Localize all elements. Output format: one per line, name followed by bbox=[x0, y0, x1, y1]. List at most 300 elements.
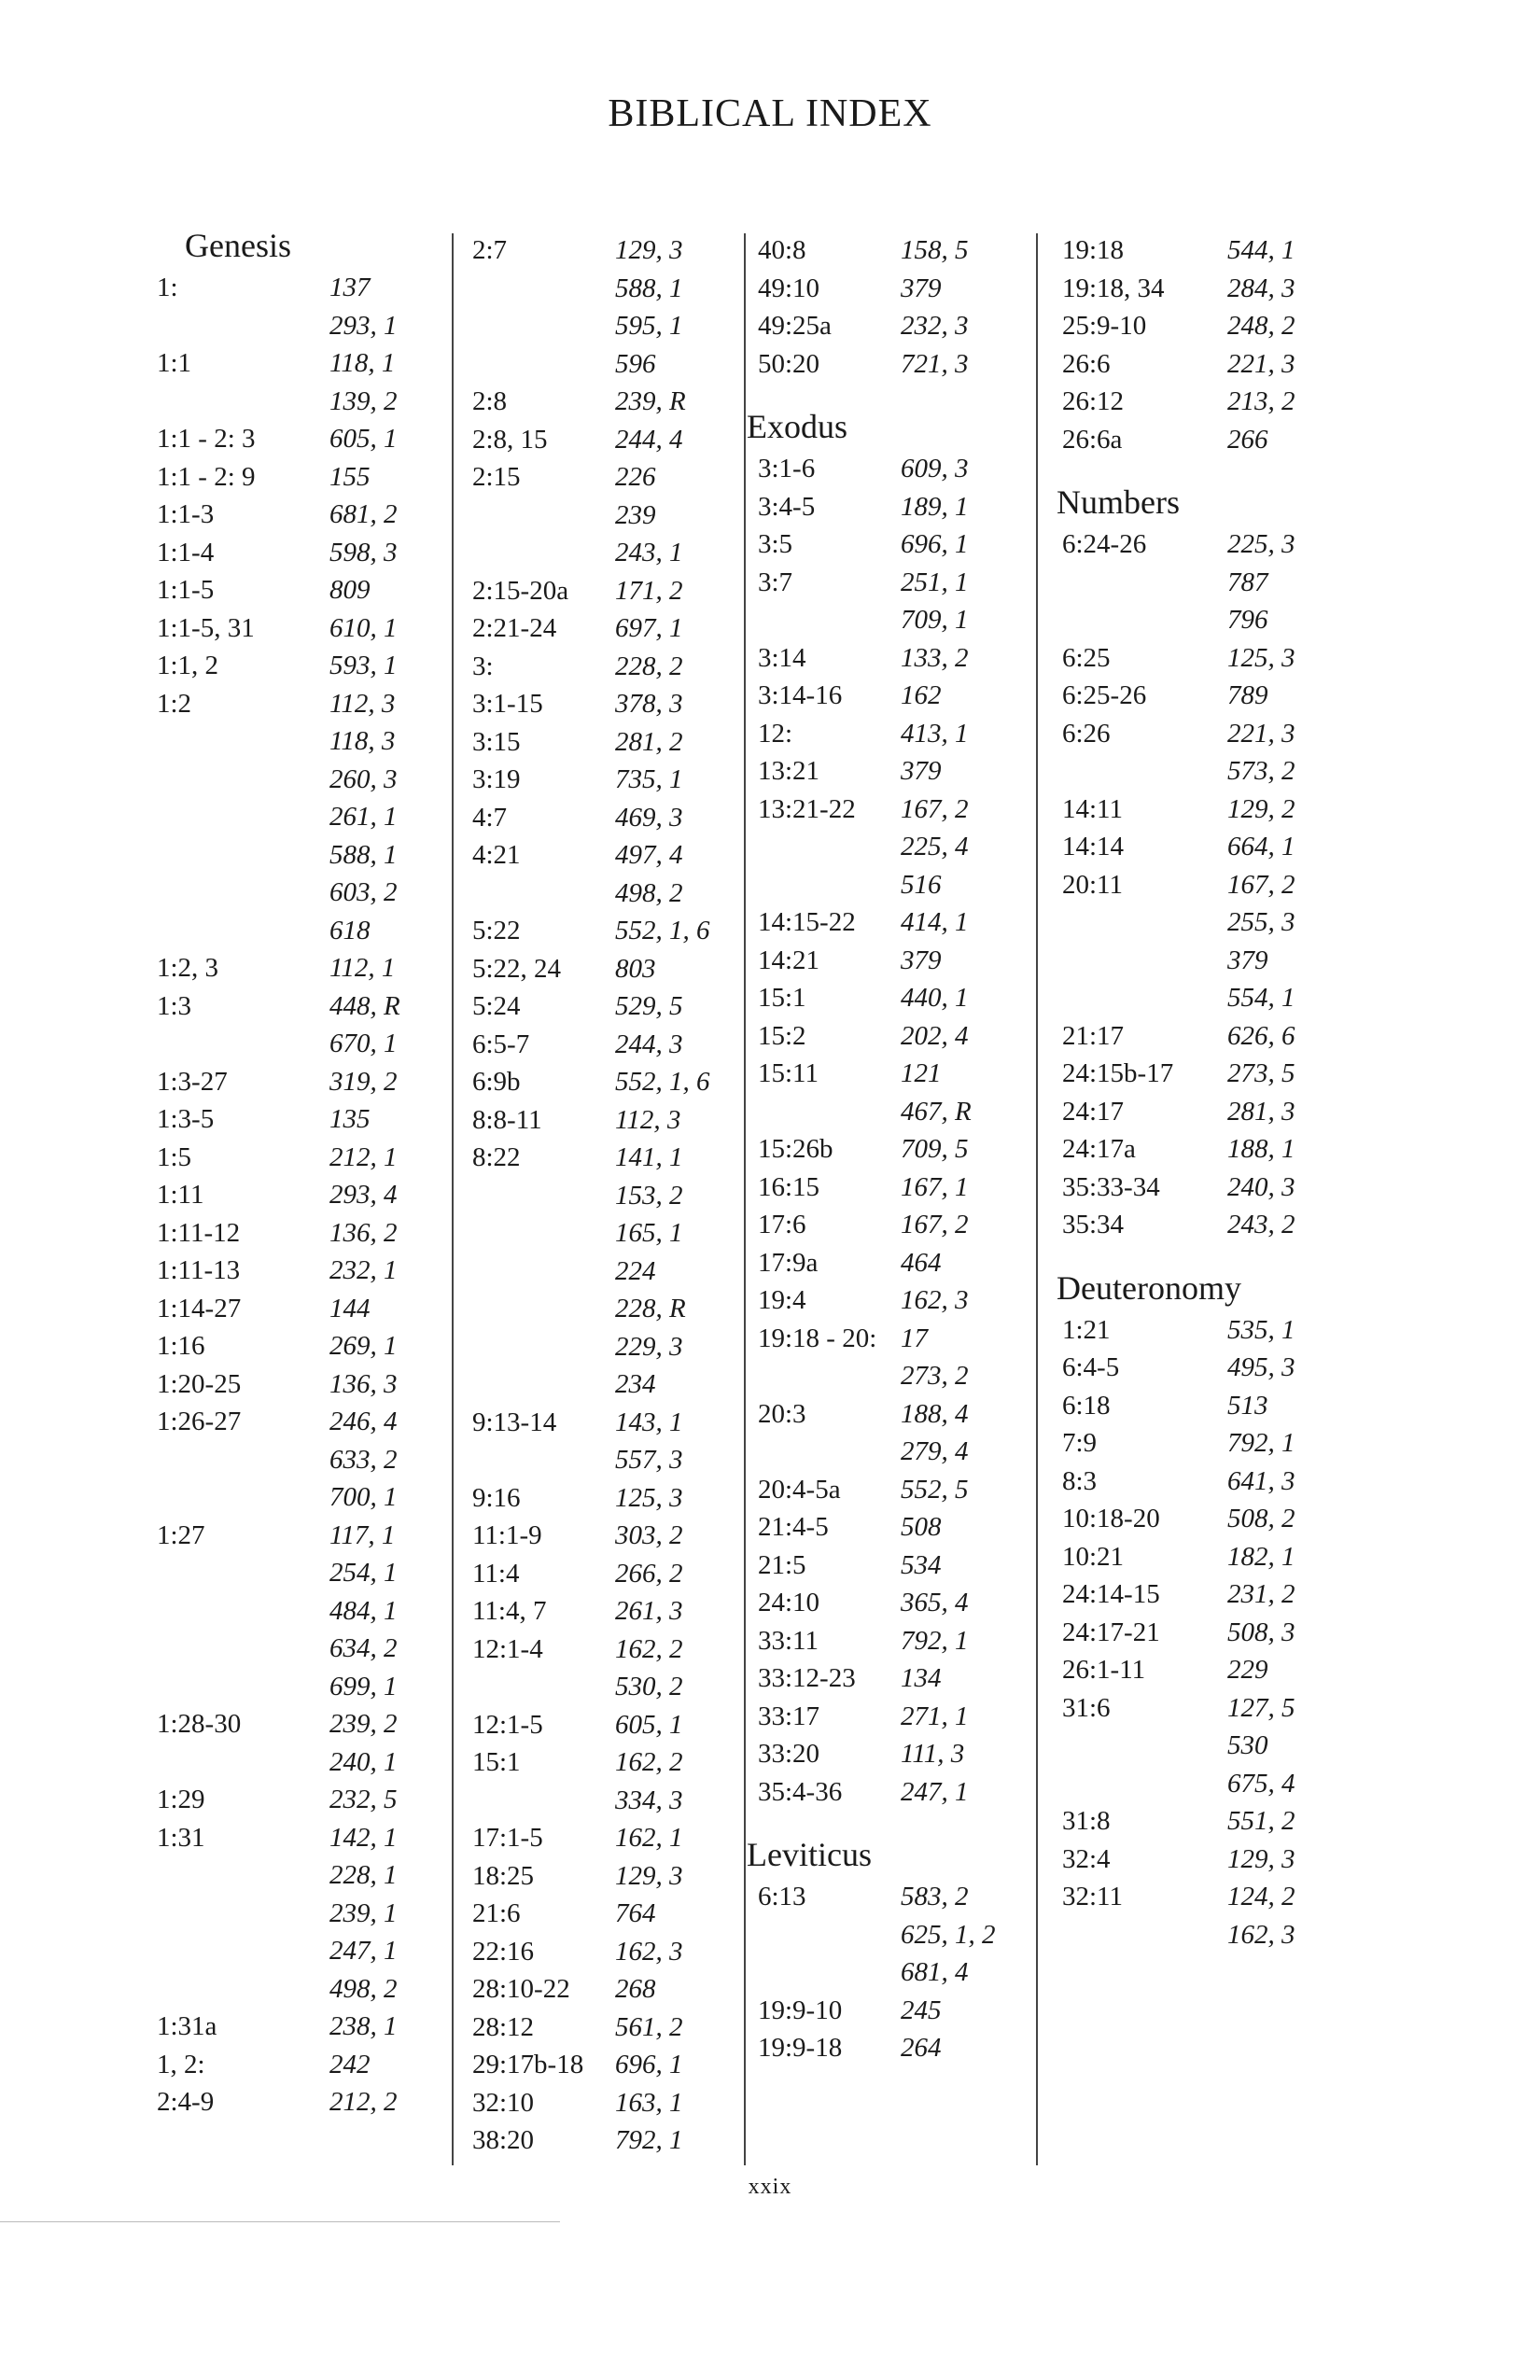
verse-reference: 1:11-12 bbox=[157, 1217, 241, 1248]
index-entry bbox=[747, 752, 1027, 791]
hymn-number: 809 bbox=[329, 575, 371, 605]
verse-reference: 3:14 bbox=[758, 642, 806, 673]
hymn-number: 293, 1 bbox=[329, 310, 398, 341]
verse-reference: 40:8 bbox=[758, 235, 806, 265]
index-entry bbox=[452, 1743, 732, 1782]
verse-reference: 8:22 bbox=[472, 1142, 521, 1172]
index-entry bbox=[452, 421, 732, 459]
verse-reference: 2:15 bbox=[472, 462, 521, 492]
index-entry bbox=[1045, 639, 1325, 678]
hymn-number: 700, 1 bbox=[329, 1482, 398, 1512]
hymn-number: 551, 2 bbox=[1227, 1806, 1295, 1836]
index-entry bbox=[747, 1953, 1027, 1992]
index-entry bbox=[747, 307, 1027, 345]
index-entry bbox=[157, 420, 437, 458]
index-entry bbox=[747, 866, 1027, 904]
index-entry bbox=[747, 942, 1027, 980]
verse-reference: 3:1-15 bbox=[472, 689, 543, 719]
index-entry bbox=[157, 1970, 437, 2009]
page-number: xxix bbox=[748, 2175, 792, 2199]
hymn-number: 127, 5 bbox=[1227, 1692, 1295, 1723]
hymn-number: 261, 1 bbox=[329, 802, 398, 832]
index-entry bbox=[452, 1365, 732, 1404]
index-entry bbox=[452, 1101, 732, 1140]
index-entry bbox=[1045, 270, 1325, 308]
verse-reference: 49:10 bbox=[758, 273, 820, 303]
hymn-number: 226 bbox=[615, 462, 656, 492]
index-entry bbox=[157, 496, 437, 534]
hymn-number: 162, 3 bbox=[901, 1285, 969, 1315]
index-entry bbox=[452, 1895, 732, 1933]
hymn-number: 573, 2 bbox=[1227, 756, 1295, 786]
index-entry bbox=[747, 1878, 1027, 1916]
index-entry bbox=[157, 1781, 437, 1819]
hymn-number: 240, 3 bbox=[1227, 1171, 1295, 1202]
index-entry bbox=[747, 345, 1027, 384]
verse-reference: 49:25a bbox=[758, 311, 832, 341]
hymn-number: 670, 1 bbox=[329, 1029, 398, 1058]
index-entry bbox=[157, 1478, 437, 1517]
verse-reference: 14:14 bbox=[1062, 832, 1125, 861]
index-entry bbox=[1045, 1206, 1325, 1244]
index-entry bbox=[157, 609, 437, 648]
verse-reference: 1:3 bbox=[157, 990, 192, 1021]
hymn-number: 228, 1 bbox=[329, 1860, 398, 1890]
verse-reference: 1:3-5 bbox=[157, 1104, 215, 1134]
index-entry bbox=[1045, 231, 1325, 270]
index-entry bbox=[1045, 1169, 1325, 1207]
page-title: BIBLICAL INDEX bbox=[608, 92, 932, 135]
index-entry bbox=[747, 1622, 1027, 1660]
index-entry bbox=[747, 2029, 1027, 2067]
hymn-number: 583, 2 bbox=[901, 1882, 969, 1911]
index-entry bbox=[452, 1214, 732, 1253]
index-entry bbox=[747, 1320, 1027, 1358]
hymn-number: 792, 1 bbox=[901, 1625, 969, 1656]
verse-reference: 1:1, 2 bbox=[157, 651, 219, 680]
verse-reference: 1:1 - 2: 9 bbox=[157, 461, 256, 492]
hymn-number: 610, 1 bbox=[329, 612, 398, 643]
verse-reference: 2:8 bbox=[472, 386, 508, 416]
verse-reference: 19:18 - 20: bbox=[758, 1323, 877, 1353]
verse-reference: 6:4-5 bbox=[1062, 1352, 1120, 1382]
index-entry bbox=[1045, 1349, 1325, 1387]
hymn-number: 697, 1 bbox=[615, 613, 683, 643]
index-entry bbox=[1045, 307, 1325, 345]
verse-reference: 14:11 bbox=[1062, 793, 1123, 824]
verse-reference: 29:17b-18 bbox=[472, 2050, 584, 2079]
index-entry bbox=[452, 1290, 732, 1328]
hymn-number: 247, 1 bbox=[901, 1776, 969, 1807]
index-entry bbox=[157, 1592, 437, 1631]
index-entry bbox=[1045, 1130, 1325, 1169]
hymn-number: 271, 1 bbox=[901, 1701, 969, 1731]
index-entry bbox=[747, 1584, 1027, 1622]
hymn-number: 596 bbox=[615, 348, 656, 379]
hymn-number: 709, 1 bbox=[901, 605, 969, 635]
index-entry bbox=[452, 1328, 732, 1366]
hymn-number: 142, 1 bbox=[329, 1822, 398, 1853]
index-entry bbox=[1045, 979, 1325, 1017]
hymn-number: 593, 1 bbox=[329, 651, 398, 680]
hymn-number: 681, 4 bbox=[901, 1957, 969, 1987]
index-entry bbox=[157, 269, 437, 307]
hymn-number: 530, 2 bbox=[615, 1672, 683, 1701]
verse-reference: 21:4-5 bbox=[758, 1512, 829, 1542]
hymn-number: 163, 1 bbox=[615, 2087, 683, 2118]
index-entry bbox=[157, 1176, 437, 1214]
hymn-number: 248, 2 bbox=[1227, 311, 1295, 341]
verse-reference: 28:10-22 bbox=[472, 1974, 570, 2004]
hymn-number: 188, 1 bbox=[1227, 1134, 1295, 1164]
hymn-number: 125, 3 bbox=[1227, 642, 1295, 673]
index-entry bbox=[157, 1403, 437, 1441]
index-entry bbox=[747, 1773, 1027, 1812]
verse-reference: 8:3 bbox=[1062, 1465, 1098, 1496]
index-entry bbox=[157, 344, 437, 383]
index-entry bbox=[747, 1735, 1027, 1773]
index-entry bbox=[452, 231, 732, 270]
index-column-2 bbox=[452, 231, 732, 2160]
index-entry bbox=[747, 1169, 1027, 1207]
hymn-number: 133, 2 bbox=[901, 642, 969, 673]
section-gap bbox=[1045, 458, 1325, 479]
index-entry bbox=[747, 903, 1027, 942]
verse-reference: 2:8, 15 bbox=[472, 424, 548, 455]
verse-reference: 20:11 bbox=[1062, 869, 1123, 900]
hymn-number: 448, R bbox=[329, 990, 400, 1021]
hymn-number: 513 bbox=[1227, 1390, 1268, 1421]
hymn-number: 414, 1 bbox=[901, 907, 969, 937]
hymn-number: 112, 3 bbox=[329, 688, 396, 719]
hymn-number: 143, 1 bbox=[615, 1407, 683, 1437]
index-entry bbox=[1045, 1727, 1325, 1765]
section-gap bbox=[1045, 1244, 1325, 1265]
hymn-number: 266 bbox=[1227, 424, 1268, 455]
hymn-number: 279, 4 bbox=[901, 1436, 969, 1466]
index-entry bbox=[747, 715, 1027, 753]
hymn-number: 245 bbox=[901, 1995, 942, 2025]
verse-reference: 1:26-27 bbox=[157, 1407, 242, 1436]
hymn-number: 603, 2 bbox=[329, 877, 398, 907]
hymn-number: 212, 1 bbox=[329, 1141, 398, 1172]
hymn-number: 498, 2 bbox=[329, 1973, 398, 2004]
hymn-number: 561, 2 bbox=[615, 2011, 683, 2042]
verse-reference: 24:17a bbox=[1062, 1134, 1136, 1164]
index-entry bbox=[157, 307, 437, 345]
book-heading: Numbers bbox=[1057, 483, 1180, 521]
index-entry bbox=[157, 1025, 437, 1063]
verse-reference: 21:6 bbox=[472, 1898, 521, 1928]
book-heading: Leviticus bbox=[747, 1836, 872, 1873]
verse-reference: 32:11 bbox=[1062, 1882, 1123, 1911]
index-entry bbox=[157, 1327, 437, 1365]
hymn-number: 238, 1 bbox=[329, 2011, 398, 2041]
hymn-number: 129, 3 bbox=[615, 235, 683, 265]
index-entry bbox=[747, 270, 1027, 308]
verse-reference: 2:7 bbox=[472, 235, 508, 265]
index-entry bbox=[157, 1063, 437, 1101]
index-entry bbox=[747, 488, 1027, 526]
hymn-number: 588, 1 bbox=[329, 839, 398, 870]
index-entry bbox=[747, 525, 1027, 564]
index-entry bbox=[747, 1206, 1027, 1244]
verse-reference: 31:6 bbox=[1062, 1692, 1111, 1723]
verse-reference: 5:24 bbox=[472, 991, 521, 1021]
verse-reference: 33:12-23 bbox=[758, 1663, 856, 1693]
hymn-number: 626, 6 bbox=[1227, 1020, 1295, 1051]
hymn-number: 764 bbox=[615, 1898, 656, 1928]
hymn-number: 239, 2 bbox=[329, 1709, 398, 1739]
hymn-number: 17 bbox=[901, 1323, 928, 1353]
verse-reference: 1:2, 3 bbox=[157, 953, 219, 983]
hymn-number: 247, 1 bbox=[329, 1936, 398, 1966]
hymn-number: 467, R bbox=[901, 1096, 972, 1127]
index-entry bbox=[157, 1252, 437, 1290]
index-entry bbox=[452, 307, 732, 345]
verse-reference: 6:13 bbox=[758, 1882, 806, 1911]
verse-reference: 1:21 bbox=[1062, 1314, 1111, 1345]
index-entry bbox=[452, 1479, 732, 1518]
index-entry bbox=[747, 1698, 1027, 1736]
hymn-number: 544, 1 bbox=[1227, 235, 1295, 265]
verse-reference: 1:2 bbox=[157, 688, 192, 719]
index-entry bbox=[452, 1404, 732, 1442]
index-entry bbox=[747, 828, 1027, 866]
index-entry bbox=[452, 2084, 732, 2122]
verse-reference: 1:1-4 bbox=[157, 537, 215, 567]
verse-reference: 6:18 bbox=[1062, 1390, 1111, 1421]
hymn-number: 641, 3 bbox=[1227, 1465, 1295, 1496]
index-entry bbox=[747, 1471, 1027, 1509]
verse-reference: 15:26b bbox=[758, 1134, 833, 1164]
verse-reference: 19:18 bbox=[1062, 235, 1125, 265]
index-entry bbox=[452, 1668, 732, 1706]
hymn-number: 242 bbox=[329, 2049, 371, 2079]
hymn-number: 162, 2 bbox=[615, 1747, 683, 1777]
verse-reference: 1:14-27 bbox=[157, 1293, 242, 1323]
hymn-number: 112, 1 bbox=[329, 953, 396, 983]
hymn-number: 699, 1 bbox=[329, 1671, 398, 1701]
index-entry bbox=[452, 1970, 732, 2009]
hymn-number: 260, 3 bbox=[329, 763, 398, 794]
index-entry bbox=[1045, 1841, 1325, 1879]
verse-reference: 35:33-34 bbox=[1062, 1171, 1160, 1202]
hymn-number: 228, R bbox=[615, 1294, 686, 1323]
hymn-number: 254, 1 bbox=[329, 1558, 398, 1588]
verse-reference: 1:27 bbox=[157, 1519, 205, 1550]
hymn-number: 221, 3 bbox=[1227, 718, 1295, 749]
verse-reference: 21:5 bbox=[758, 1549, 806, 1580]
verse-reference: 24:14-15 bbox=[1062, 1579, 1160, 1609]
verse-reference: 5:22 bbox=[472, 916, 521, 945]
verse-reference: 26:6a bbox=[1062, 424, 1123, 455]
index-entry bbox=[747, 1992, 1027, 2030]
hymn-number: 552, 5 bbox=[901, 1474, 969, 1505]
verse-reference: 17:1-5 bbox=[472, 1823, 543, 1853]
index-entry bbox=[157, 761, 437, 799]
index-entry bbox=[452, 345, 732, 384]
index-entry bbox=[452, 685, 732, 723]
verse-reference: 3:4-5 bbox=[758, 491, 816, 522]
hymn-number: 162, 3 bbox=[615, 1936, 683, 1967]
hymn-number: 167, 2 bbox=[901, 1210, 969, 1239]
verse-reference: 6:24-26 bbox=[1062, 529, 1147, 559]
index-entry bbox=[1045, 866, 1325, 904]
verse-reference: 4:21 bbox=[472, 840, 521, 870]
hymn-number: 534 bbox=[901, 1549, 942, 1580]
verse-reference: 18:25 bbox=[472, 1860, 535, 1891]
verse-reference: 11:4, 7 bbox=[472, 1596, 547, 1626]
hymn-number: 508 bbox=[901, 1512, 942, 1542]
index-entry bbox=[157, 1365, 437, 1404]
hymn-number: 303, 2 bbox=[615, 1520, 683, 1550]
verse-reference: 3:19 bbox=[472, 764, 521, 794]
hymn-number: 588, 1 bbox=[615, 273, 683, 303]
hymn-number: 162, 1 bbox=[615, 1823, 683, 1853]
verse-reference: 10:21 bbox=[1062, 1541, 1125, 1572]
index-entry bbox=[1045, 1575, 1325, 1614]
index-entry bbox=[747, 979, 1027, 1017]
hymn-number: 124, 2 bbox=[1227, 1882, 1295, 1911]
hymn-number: 379 bbox=[901, 756, 942, 786]
hymn-number: 266, 2 bbox=[615, 1558, 683, 1589]
verse-reference: 3:15 bbox=[472, 726, 521, 757]
verse-reference: 33:11 bbox=[758, 1625, 819, 1656]
index-entry bbox=[747, 1017, 1027, 1056]
footer-rule bbox=[0, 2221, 560, 2222]
hymn-number: 379 bbox=[901, 945, 942, 975]
verse-reference: 3:14-16 bbox=[758, 680, 843, 710]
hymn-number: 129, 2 bbox=[1227, 793, 1295, 824]
hymn-number: 251, 1 bbox=[901, 567, 969, 597]
hymn-number: 789 bbox=[1227, 680, 1268, 710]
verse-reference: 6:5-7 bbox=[472, 1029, 530, 1059]
hymn-number: 378, 3 bbox=[615, 689, 683, 719]
index-entry bbox=[452, 534, 732, 572]
hymn-number: 273, 5 bbox=[1227, 1058, 1295, 1088]
hymn-number: 792, 1 bbox=[615, 2125, 683, 2155]
hymn-number: 605, 1 bbox=[615, 1709, 683, 1740]
index-entry bbox=[1045, 903, 1325, 942]
index-entry bbox=[747, 231, 1027, 270]
hymn-number: 268 bbox=[615, 1974, 656, 2004]
verse-reference: 12: bbox=[758, 718, 793, 749]
verse-reference: 5:22, 24 bbox=[472, 953, 562, 984]
index-entry bbox=[452, 1592, 732, 1631]
index-entry bbox=[157, 2083, 437, 2121]
index-column-1 bbox=[157, 222, 437, 2121]
hymn-number: 153, 2 bbox=[615, 1180, 683, 1211]
index-entry bbox=[452, 1177, 732, 1215]
hymn-number: 605, 1 bbox=[329, 424, 398, 454]
index-entry bbox=[1045, 791, 1325, 829]
hymn-number: 413, 1 bbox=[901, 718, 969, 749]
index-entry bbox=[157, 383, 437, 421]
index-column-3 bbox=[747, 231, 1027, 2067]
index-entry bbox=[157, 1932, 437, 1970]
index-entry bbox=[157, 1668, 437, 1706]
hymn-number: 228, 2 bbox=[615, 651, 683, 681]
hymn-number: 469, 3 bbox=[615, 802, 683, 833]
verse-reference: 35:34 bbox=[1062, 1210, 1125, 1239]
index-entry bbox=[747, 639, 1027, 678]
verse-reference: 1:1-5, 31 bbox=[157, 612, 255, 643]
index-entry bbox=[452, 383, 732, 421]
verse-reference: 31:8 bbox=[1062, 1806, 1111, 1836]
hymn-number: 225, 4 bbox=[901, 832, 969, 861]
index-entry bbox=[157, 874, 437, 912]
hymn-number: 281, 2 bbox=[615, 726, 683, 757]
book-heading: Genesis bbox=[185, 227, 291, 264]
index-entry bbox=[1045, 1614, 1325, 1652]
hymn-number: 440, 1 bbox=[901, 983, 969, 1013]
verse-reference: 2:21-24 bbox=[472, 613, 557, 643]
hymn-number: 319, 2 bbox=[329, 1066, 398, 1097]
index-entry bbox=[747, 791, 1027, 829]
verse-reference: 24:10 bbox=[758, 1588, 820, 1617]
index-entry bbox=[1045, 421, 1325, 459]
hymn-number: 675, 4 bbox=[1227, 1768, 1295, 1799]
hymn-number: 598, 3 bbox=[329, 537, 398, 567]
index-entry bbox=[157, 2008, 437, 2046]
hymn-number: 792, 1 bbox=[1227, 1428, 1295, 1458]
hymn-number: 136, 3 bbox=[329, 1368, 398, 1399]
verse-reference: 24:17-21 bbox=[1062, 1617, 1160, 1647]
verse-reference: 1:31a bbox=[157, 2011, 217, 2041]
verse-reference: 35:4-36 bbox=[758, 1776, 843, 1807]
index-entry bbox=[1045, 601, 1325, 639]
hymn-number: 552, 1, 6 bbox=[615, 916, 710, 945]
hymn-number: 231, 2 bbox=[1227, 1579, 1295, 1609]
index-entry bbox=[452, 1441, 732, 1479]
hymn-number: 696, 1 bbox=[901, 529, 969, 559]
index-entry bbox=[452, 270, 732, 308]
index-entry bbox=[452, 1555, 732, 1593]
verse-reference: 10:18-20 bbox=[1062, 1504, 1160, 1533]
hymn-number: 229 bbox=[1227, 1655, 1268, 1685]
hymn-number: 240, 1 bbox=[329, 1746, 398, 1777]
verse-reference: 2:15-20a bbox=[472, 575, 569, 606]
hymn-number: 625, 1, 2 bbox=[901, 1919, 996, 1950]
hymn-number: 618 bbox=[329, 915, 371, 945]
hymn-number: 221, 3 bbox=[1227, 348, 1295, 379]
index-entry bbox=[1045, 1093, 1325, 1131]
verse-reference: 25:9-10 bbox=[1062, 311, 1147, 341]
index-entry bbox=[452, 1933, 732, 1971]
hymn-number: 255, 3 bbox=[1227, 907, 1295, 937]
hymn-number: 136, 2 bbox=[329, 1217, 398, 1248]
hymn-number: 135 bbox=[329, 1104, 371, 1134]
index-entry bbox=[747, 1130, 1027, 1169]
index-entry bbox=[1045, 1500, 1325, 1538]
hymn-number: 243, 2 bbox=[1227, 1210, 1295, 1239]
hymn-number: 167, 1 bbox=[901, 1171, 969, 1202]
index-entry bbox=[452, 799, 732, 837]
book-heading: Exodus bbox=[747, 408, 847, 445]
hymn-number: 232, 3 bbox=[901, 311, 969, 341]
index-entry bbox=[1045, 1802, 1325, 1841]
hymn-number: 269, 1 bbox=[329, 1331, 398, 1361]
hymn-number: 232, 1 bbox=[329, 1255, 398, 1285]
hymn-number: 281, 3 bbox=[1227, 1096, 1295, 1127]
hymn-number: 633, 2 bbox=[329, 1444, 398, 1475]
index-entry bbox=[452, 836, 732, 875]
verse-reference: 1: bbox=[157, 273, 178, 302]
index-entry bbox=[1045, 1689, 1325, 1728]
verse-reference: 24:17 bbox=[1062, 1096, 1125, 1127]
index-entry bbox=[452, 1631, 732, 1669]
